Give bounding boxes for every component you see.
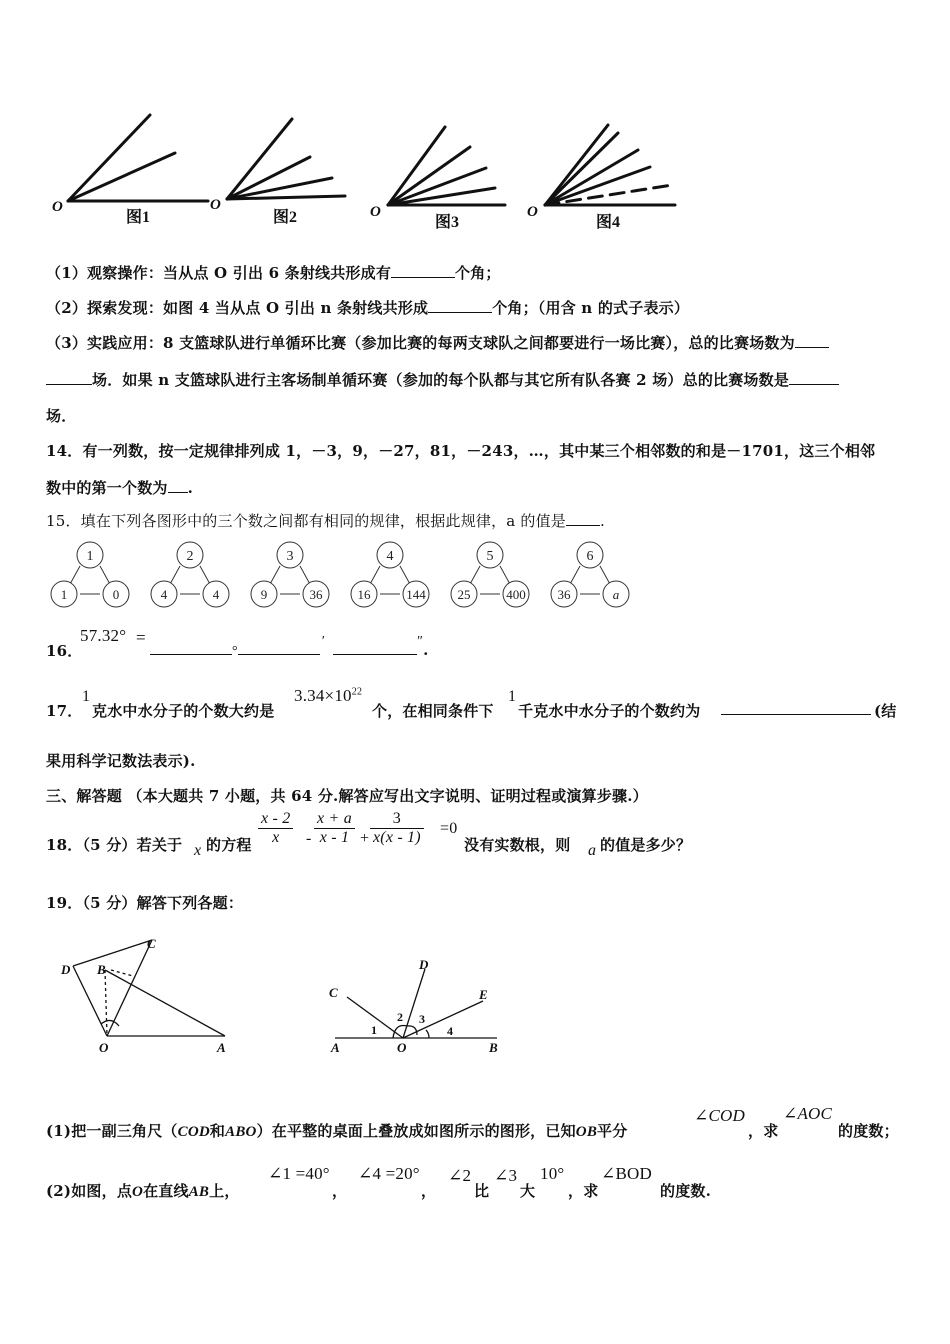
answer-blank[interactable] [391,263,455,278]
figure-caption: 图4 [596,214,621,231]
point-label-B: B [489,1040,498,1055]
ray [388,188,495,205]
q13-part3-line1: （3）实践应用：8 支篮球队进行单循环比赛（参加比赛的每两支球队之间都要进行一场比赛），总的比赛场数为 [46,332,829,353]
point-label-O: O [99,1040,109,1055]
q13-part2: （2）探索发现：如图 4 当从点 O 引出 n 条射线共形成 个角；（用含 n 的式子表示） [46,299,690,317]
triangle-number-top: 6 [586,549,594,564]
point-label-C: C [147,936,156,951]
triangle-ruler-figure [55,930,245,1058]
ray [68,115,150,201]
minute-blank[interactable] [238,640,320,655]
answer-blank[interactable] [795,333,829,348]
point-label-D: D [419,957,429,972]
section-heading: 三、解答题 （本大题共 7 小题，共 64 分.解答应写出文字说明、证明过程或演算步骤.） [46,787,648,805]
origin-label: O [527,204,538,220]
q14-line2: 数中的第一个数为 . [46,479,194,497]
number-triangle [351,542,429,607]
q13-part1: （1）观察操作：当从点 O 引出 6 条射线共形成有 个角； [46,264,501,282]
angle-label-1: 1 [371,1023,377,1037]
angle-value: 57.32° [80,626,127,645]
point-label-A: A [331,1040,340,1055]
answer-blank[interactable] [566,511,600,526]
triangle-number-right: 0 [112,587,120,602]
triangle-number-left: 16 [357,587,371,602]
answer-blank[interactable] [46,370,92,385]
figure-caption: 图1 [126,209,151,226]
q15-text: 15．填在下列各图形中的三个数之间都有相同的规律，根据此规律，a 的值是 . [46,512,605,530]
degree-blank[interactable] [150,640,232,655]
triangle-number-left: 4 [160,587,168,602]
number-triangle [551,542,629,607]
q13-part3-line3: 场． [46,407,77,425]
triangle-number-right: a [612,587,620,602]
answer-blank[interactable] [721,700,871,715]
triangle-number-top: 1 [86,549,94,564]
q19-title: 19．（5 分）解答下列各题： [46,894,244,912]
fraction-2: $\frac{x + a}{x - 1}$ [314,810,355,847]
straight-line-angles-figure [325,955,515,1060]
triangle-pattern-figure [42,540,642,612]
number-triangle [151,542,229,607]
origin-label: O [210,197,221,213]
point-label-D: D [61,962,71,977]
origin-label: O [370,204,381,220]
triangle-number-right: 36 [309,587,323,602]
number-triangle [451,542,529,607]
triangle-number-right: 4 [212,587,220,602]
triangle-number-left: 36 [557,587,571,602]
angle-label-4: 4 [447,1024,453,1038]
answer-blank[interactable] [168,478,188,493]
ray [68,153,175,201]
q17-line2: 果用科学记数法表示). [46,752,196,770]
point-label-B: B [97,962,106,977]
scientific-value: $3.34\times 10^{22}$ [294,686,363,705]
q19-part2: (2)如图，点O在直线AB上， ∠1 =40° ， ∠4 =20° ， ∠2 比 ∠3 大 10° ，求 ∠BOD 的度数. [46,1164,712,1200]
q18: 18．（5 分）若关于 x 的方程 $\frac{x - 2}{x}$ - $\frac{x + a}{x - 1}$ + $\frac{3}{x(x - 1)}$ =0 没有实数根，则 a 的值是多少？ [46,810,692,859]
q14-line1: 14．有一列数，按一定规律排列成 1，－3，9，－27，81，－243，…，其中某三个相邻数的和是－1701，这三个相邻 [46,442,876,460]
answer-blank[interactable] [789,370,839,385]
angle-label-2: 2 [397,1010,403,1024]
angle-label-3: 3 [419,1012,425,1026]
q19-part1: (1)把一副三角尺（COD和ABO）在平整的桌面上叠放成如图所示的图形，已知OB平分 ∠COD ，求 ∠AOC 的度数； [46,1104,899,1140]
triangle-number-right: 400 [506,587,526,602]
second-blank[interactable] [333,640,417,655]
number-triangle [51,542,129,607]
triangle-number-left: 25 [457,587,471,602]
point-label-O: O [397,1040,407,1055]
point-label-E: E [479,987,488,1002]
triangle-number-top: 4 [386,549,394,564]
answer-blank[interactable] [428,298,492,313]
figure-caption: 图3 [435,214,460,231]
point-label-A: A [217,1040,226,1055]
number-triangle [251,542,329,607]
ray [388,147,470,205]
q13-part3-line2: 场．如果 n 支篮球队进行主客场制单循环赛（参加的每个队都与其它所有队各赛 2 场）总的比赛场数是 [46,369,839,390]
fraction-3: $\frac{3}{x(x - 1)}$ [370,810,424,847]
origin-label: O [52,199,63,215]
triangle-number-left: 1 [60,587,68,602]
triangle-number-top: 3 [286,549,294,564]
fraction-1: $\frac{x - 2}{x}$ [258,810,293,847]
q17-line1: 17． 1 克水中水分子的个数大约是 $3.34\times 10^{22}$ 个，在相同条件下 1 千克水中水分子的个数约为 (结 [46,686,897,720]
triangle-number-left: 9 [260,587,268,602]
ray [227,157,310,199]
triangle-number-right: 144 [406,587,426,602]
triangle-number-top: 5 [486,549,494,564]
rays-figure [40,105,690,240]
figure-caption: 图2 [273,209,298,226]
point-label-C: C [329,985,338,1000]
triangle-number-top: 2 [186,549,194,564]
